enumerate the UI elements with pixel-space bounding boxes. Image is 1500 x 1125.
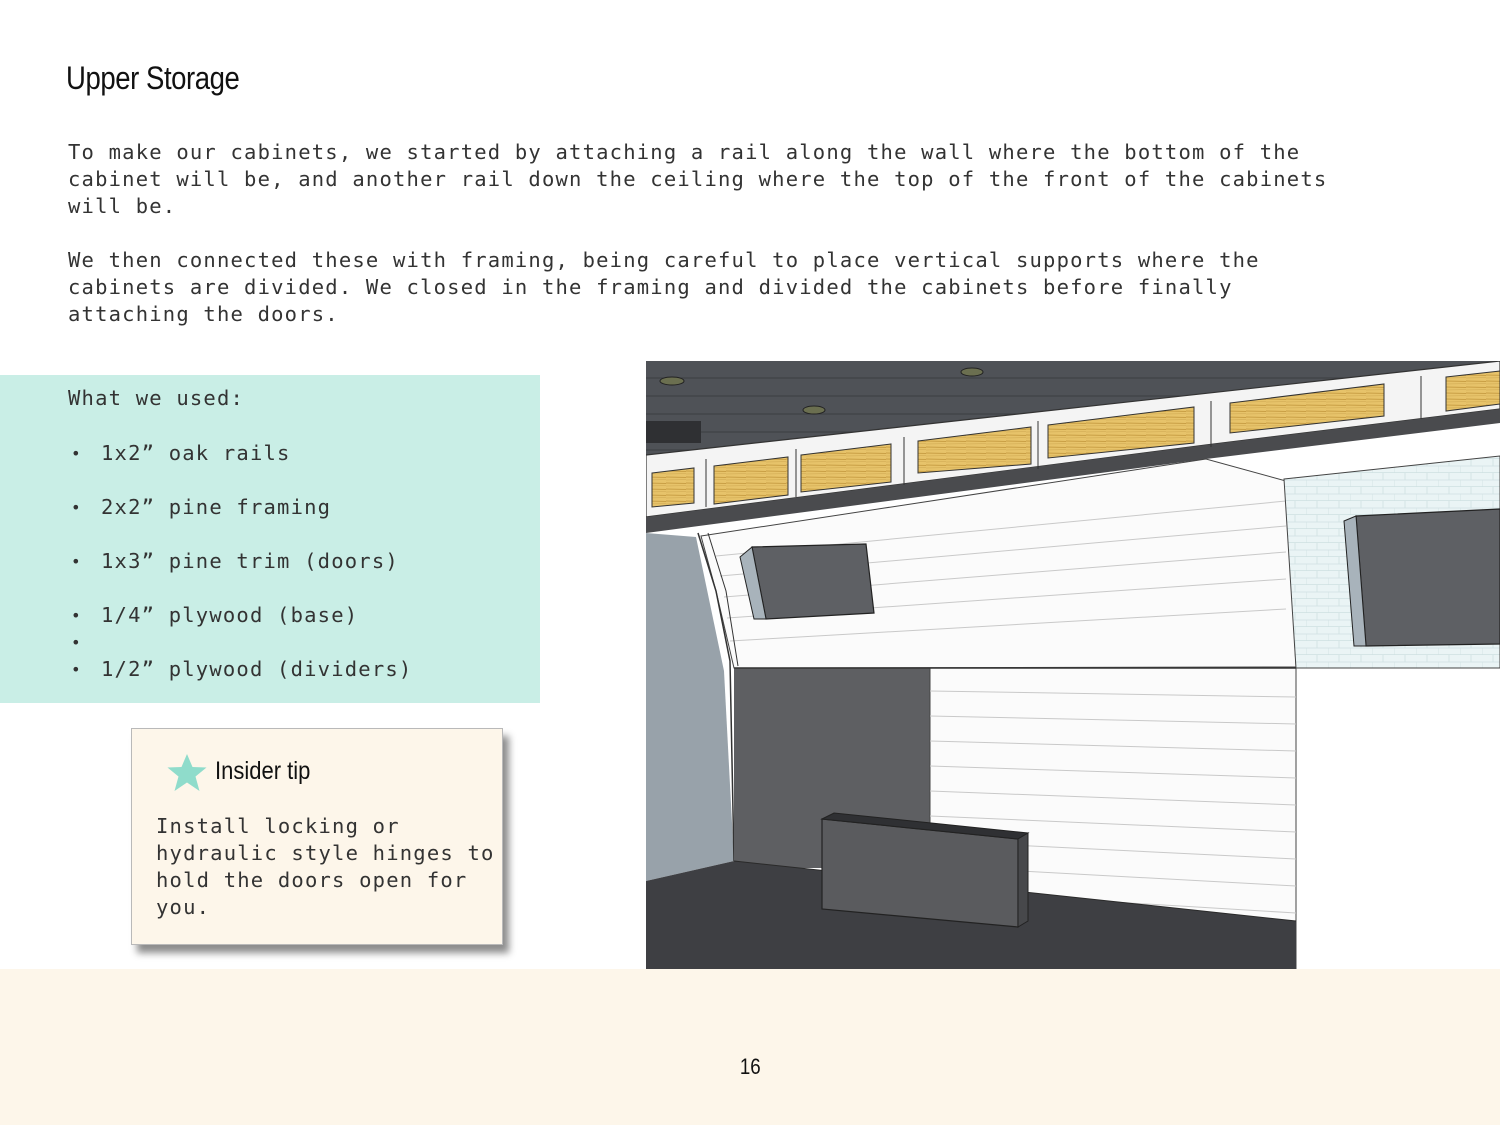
bullet-icon: • xyxy=(71,633,82,652)
list-item-label: 1x2” oak rails xyxy=(101,441,291,465)
tip-heading: Insider tip xyxy=(215,757,311,785)
bullet-icon: • xyxy=(71,444,82,463)
list-item xyxy=(68,656,412,683)
bullet-icon: • xyxy=(71,606,82,625)
intro-paragraph: To make our cabinets, we started by attaching a rail along the wall where the bottom of the cabinet will be, and another rail down the ceiling where the top of the front of the cabinets will be. xyxy=(68,140,1328,218)
bullet-icon: • xyxy=(71,552,82,571)
page-title: Upper Storage xyxy=(66,60,240,96)
list-item xyxy=(68,629,412,656)
list-item xyxy=(68,494,412,521)
materials-heading: What we used: xyxy=(68,386,245,410)
list-item xyxy=(68,602,412,629)
list-item-label: 1/4” plywood (base) xyxy=(101,603,359,627)
list-item-label: 2x2” pine framing xyxy=(101,495,332,519)
bullet-icon: • xyxy=(71,660,82,679)
list-spacer xyxy=(68,467,412,494)
list-item xyxy=(68,440,412,467)
list-item xyxy=(68,548,412,575)
list-item-label: 1/2” plywood (dividers) xyxy=(101,657,413,681)
tip-text: Install locking or hydraulic style hinges to hold the doors open for you. xyxy=(156,814,495,919)
list-spacer xyxy=(68,575,412,602)
process-paragraph: We then connected these with framing, being careful to place vertical supports where the cabinets are divided. We closed in the framing and divided the cabinets before finally attaching the doors. xyxy=(68,248,1260,326)
page-footer xyxy=(0,969,1500,1125)
van-cabinet-illustration xyxy=(646,361,1500,969)
list-spacer xyxy=(68,521,412,548)
insider-tip-card xyxy=(131,728,503,945)
materials-list xyxy=(68,440,412,683)
list-item-label: 1x3” pine trim (doors) xyxy=(101,549,399,573)
page-number: 16 xyxy=(739,1054,761,1079)
bullet-icon: • xyxy=(71,498,82,517)
star-icon xyxy=(166,753,208,793)
